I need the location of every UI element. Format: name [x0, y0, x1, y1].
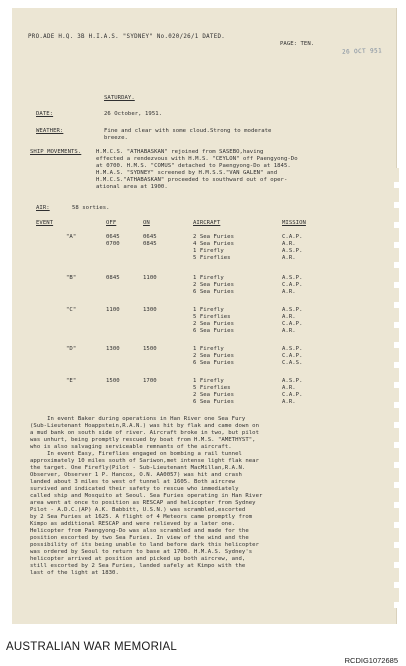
event-on: 1300: [143, 307, 157, 313]
movement-line: effected a rendezvous with H.M.S. "CEYLON" off Paengyong-Do: [96, 156, 298, 162]
weather-line: breeze.: [104, 135, 128, 141]
narrative-line: Observer, Observer 1 P. Hancox, O.N. AA0057) was hit and crash: [30, 472, 242, 478]
aircraft-entry: 1 Firefly: [193, 378, 224, 384]
event-on: 0845: [143, 241, 157, 247]
movement-line: H.M.C.S. "ATHABASKAN" rejoined from SASEBO,having: [96, 149, 264, 155]
aircraft-entry: 2 Sea Furies: [193, 353, 235, 359]
mission-entry: C.A.P.: [282, 321, 303, 327]
narrative-line: Kimpo as additional RESCAP and were relieved by a later one.: [30, 521, 236, 527]
document-page: [12, 8, 397, 624]
event-off: 0645: [106, 234, 120, 240]
aircraft-entry: 2 Sea Furies: [193, 392, 235, 398]
aircraft-entry: 2 Sea Furies: [193, 234, 235, 240]
event-id: "C": [66, 307, 77, 313]
aircraft-entry: 5 Fireflies: [193, 255, 231, 261]
header-on: ON: [143, 220, 150, 226]
narrative-line: survived and indicated their safety to rescue who immediately: [30, 486, 239, 492]
mission-entry: A.S.P.: [282, 307, 303, 313]
aircraft-entry: 1 Firefly: [193, 346, 224, 352]
date-value: 26 October, 1951.: [104, 111, 163, 117]
event-off: 0700: [106, 241, 120, 247]
aircraft-entry: 4 Sea Furies: [193, 241, 235, 247]
narrative-line: position escorted by two Sea Furies. In view of the wind and the: [30, 535, 249, 541]
air-label: AIR:: [36, 205, 50, 211]
mission-entry: A.S.P.: [282, 346, 303, 352]
document-header: PRO.ADE H.Q. 3B H.I.A.S. "SYDNEY" No.020/26/1 DATED.: [28, 34, 226, 40]
event-on: 0645: [143, 234, 157, 240]
narrative-line: called ship and Mosquito at Seoul. Sea Furies operating in Han River: [30, 493, 263, 499]
event-id: "D": [66, 346, 77, 352]
aircraft-entry: 5 Fireflies: [193, 385, 231, 391]
mission-entry: C.A.P.: [282, 353, 303, 359]
mission-entry: A.R.: [282, 255, 296, 261]
page-label: PAGE: TEN.: [280, 41, 315, 47]
narrative-line: possibility of its being unable to land before dark this helicopter: [30, 542, 259, 548]
narrative-line: who is also salvaging serviceable remnants of the aircraft.: [30, 444, 232, 450]
narrative-line: Helicopter from Paengyong-Do was also scrambled and made for the: [30, 528, 249, 534]
movement-line: H.M.A.S. "SYDNEY" screened by H.M.S.S."VAN GALEN" and: [96, 170, 278, 176]
weather-line: Fine and clear with some cloud.Strong to moderate: [104, 128, 272, 134]
narrative-line: (Sub-Lieutenant Hoappstein,R.A.N.) was hit by flak and came down on: [30, 423, 259, 429]
event-id: "B": [66, 275, 77, 281]
header-off: OFF: [106, 220, 117, 226]
movement-line: at 0700. H.M.S. "COMUS" detached to Paengyong-Do at 1845.: [96, 163, 291, 169]
mission-entry: C.A.S.: [282, 360, 303, 366]
narrative-line: In event Easy, Fireflies engaged on bombing a rail tunnel: [30, 451, 242, 457]
event-off: 0845: [106, 275, 120, 281]
reference-id: RCDIG1072685: [344, 656, 398, 665]
mission-entry: A.S.P.: [282, 275, 303, 281]
event-id: "A": [66, 234, 77, 240]
event-on: 1500: [143, 346, 157, 352]
mission-entry: A.R.: [282, 385, 296, 391]
narrative-line: In event Baker during operations in Han River one Sea Fury: [30, 416, 246, 422]
mission-entry: A.R.: [282, 328, 296, 334]
narrative-line: the target. One Firefly(Pilot - Sub-Lieutenant MacMillan,R.A.N.: [30, 465, 246, 471]
aircraft-entry: 6 Sea Furies: [193, 328, 235, 334]
narrative-line: approximately 10 miles south of Sariwon,met intense light flak near: [30, 458, 259, 464]
section-title: SATURDAY.: [104, 95, 135, 101]
narrative-line: last of the light at 1830.: [30, 570, 119, 576]
movements-label: SHIP MOVEMENTS.: [30, 149, 82, 155]
movement-line: H.M.C.S."ATHABASKAN" proceeded to southward out of oper-: [96, 177, 288, 183]
aircraft-entry: 1 Firefly: [193, 275, 224, 281]
narrative-line: was unhurt, being promptly rescued by boat from H.M.S. "AMETHYST",: [30, 437, 256, 443]
aircraft-entry: 1 Firefly: [193, 307, 224, 313]
mission-entry: C.A.P.: [282, 234, 303, 240]
air-value: 58 sorties.: [72, 205, 110, 211]
aircraft-entry: 6 Sea Furies: [193, 360, 235, 366]
event-off: 1300: [106, 346, 120, 352]
mission-entry: A.R.: [282, 314, 296, 320]
date-label: DATE:: [36, 111, 54, 117]
aircraft-entry: 5 Fireflies: [193, 314, 231, 320]
aircraft-entry: 2 Sea Furies: [193, 321, 235, 327]
narrative-line: area went at once to position as RESCAP and helicopter from Sydney: [30, 500, 256, 506]
event-on: 1700: [143, 378, 157, 384]
movement-line: ational area at 1900.: [96, 184, 168, 190]
event-off: 1100: [106, 307, 120, 313]
narrative-line: helicopter arrived at position and picked up both aircrew, and,: [30, 556, 246, 562]
aircraft-entry: 6 Sea Furies: [193, 289, 235, 295]
aircraft-entry: 1 Firefly: [193, 248, 224, 254]
mission-entry: A.R.: [282, 241, 296, 247]
narrative-line: landed about 3 miles to west of tunnel at 1605. Both aircrew: [30, 479, 236, 485]
narrative-line: by 2 Sea Furies at 1625. A flight of 4 Meteors came promptly from: [30, 514, 253, 520]
mission-entry: A.S.P.: [282, 248, 303, 254]
header-aircraft: AIRCRAFT: [193, 220, 221, 226]
mission-entry: C.A.P.: [282, 392, 303, 398]
header-mission: MISSION: [282, 220, 306, 226]
mission-entry: A.R.: [282, 399, 296, 405]
aircraft-entry: 6 Sea Furies: [193, 399, 235, 405]
narrative-line: a mud bank on south side of river. Aircraft broke in two, but pilot: [30, 430, 259, 436]
collection-name: AUSTRALIAN WAR MEMORIAL: [6, 641, 177, 653]
event-id: "E": [66, 378, 77, 384]
mission-entry: C.A.P.: [282, 282, 303, 288]
event-off: 1500: [106, 378, 120, 384]
event-on: 1100: [143, 275, 157, 281]
narrative-line: was ordered by Seoul to return to base at 1700. H.M.A.S. Sydney's: [30, 549, 253, 555]
narrative-line: still escorted by 2 Sea Furies, landed safely at Kimpo with the: [30, 563, 246, 569]
mission-entry: A.R.: [282, 289, 296, 295]
aircraft-entry: 2 Sea Furies: [193, 282, 235, 288]
narrative-line: Pilot - A.D.C.(AP) A.K. Babbitt, U.S.N.) was scrambled,escorted: [30, 507, 246, 513]
received-stamp: 26 OCT 951: [341, 47, 383, 56]
header-event: EVENT: [36, 220, 54, 226]
mission-entry: A.S.P.: [282, 378, 303, 384]
weather-label: WEATHER:: [36, 128, 64, 134]
